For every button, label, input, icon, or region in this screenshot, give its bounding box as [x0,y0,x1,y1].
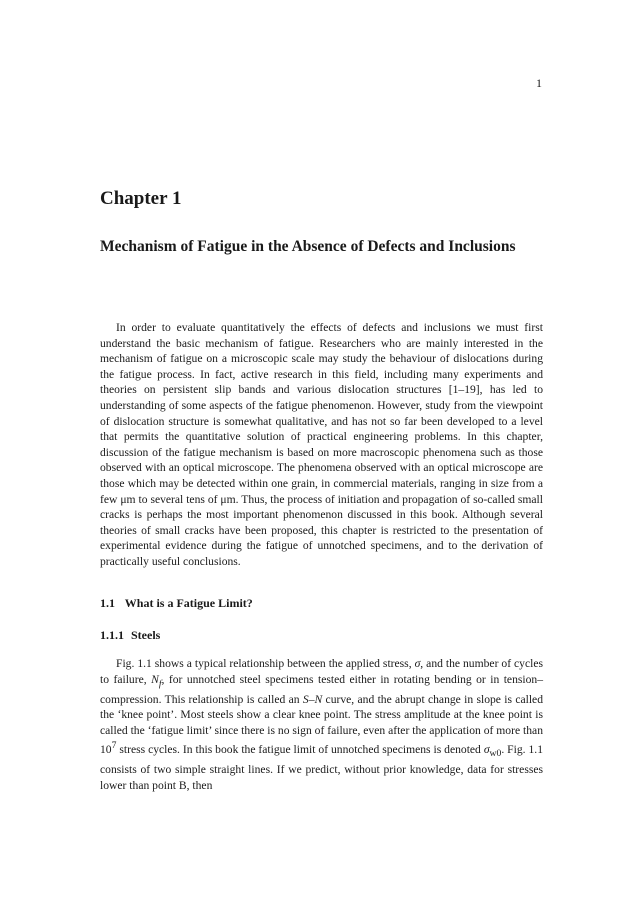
steels-paragraph-block [100,656,543,793]
section-number: 1.1 [100,596,115,610]
subsection-number: 1.1.1 [100,628,124,642]
text-run: Fig. 1.1 shows a typical relationship between the applied stress, [116,657,415,670]
cycles-subscript: f [158,677,162,689]
intro-paragraph: In order to evaluate quantitatively the effects of defects and inclusions we must first understand the basic mechanism of fatigue. Researchers who are mainly interested in the mechanism of fatigue on a microscopic scale may study the behaviour of dislocations during the fatigue process. In fact, active research in this field, including many experiments and theories on persistent slip bands and various dislocation structures [1–19], has led to understanding of some aspects of the fatigue phenomenon. However, study from the viewpoint of dislocation structure is somewhat qualitative, and has not so far been developed to a level that permits the quantitative solution of practical engineering problems. In this chapter, discussion of the fatigue mechanism is based on more macroscopic phenomena such as those observed with an optical microscope. The phenomena observed with an optical microscope are those which may be detected within one grain, in commercial materials, ranging in size from a few μm to several tens of μm. Thus, the process of initiation and propagation of so-called small cracks is perhaps the most important phenomenon discussed in this book. Although several theories of small cracks have been proposed, this chapter is restricted to the presentation of experimental evidence during the fatigue of unnotched specimens, and to the derivation of practically useful conclusions. [100,321,543,568]
sn-term: S–N [302,692,323,706]
fatigue-limit-symbol: σ [483,743,490,757]
section-heading [100,596,253,611]
section-title: What is a Fatigue Limit? [124,596,253,610]
text-run: , and the number of cycles to failure, [100,657,543,686]
text-run: stress cycles. In this book the fatigue limit of unnotched specimens is denoted [116,743,484,757]
chapter-title: Mechanism of Fatigue in the Absence of Defects and Inclusions [100,238,516,255]
text-run: , for unnotched steel specimens tested either in rotating bending or in tension–compression. This relationship is called an [100,672,543,706]
page-number: 1 [536,76,542,90]
cycles-symbol: N [151,672,159,686]
steels-paragraph [100,656,543,793]
intro-paragraph-block [100,320,543,570]
fatigue-limit-subscript: w0 [489,748,502,760]
text-run: . Fig. 1.1 consists of two simple straight lines. If we predict, without prior knowledge, data for stresses lower than point B, then [100,743,543,792]
text-run: curve, and the abrupt change in slope is called the ‘knee point’. Most steels show a clear knee point. The stress amplitude at the knee point is called the ‘fatigue limit’ since there is no sign of failure, even after the application of more than 10 [100,692,543,757]
sigma-symbol: σ [414,657,421,670]
chapter-label: Chapter 1 [100,188,182,209]
exponent: 7 [111,740,117,752]
subsection-title: Steels [131,628,161,642]
subsection-heading [100,628,160,643]
